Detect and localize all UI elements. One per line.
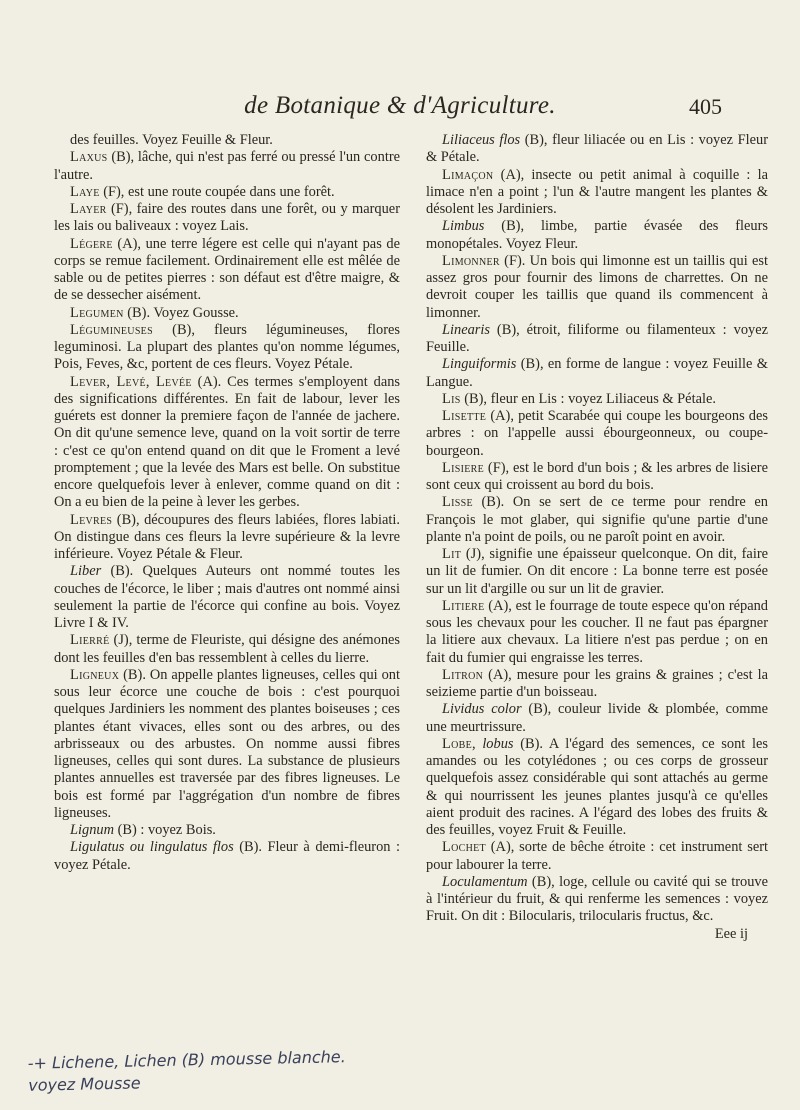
entry-text: des feuilles. Voyez Feuille & Fleur.	[70, 132, 273, 148]
entry-headword: Litiere	[442, 597, 485, 614]
entry-headword: Lisette	[442, 408, 487, 424]
entry-headword: Laxus	[70, 149, 108, 166]
entry-latin-term: Linguiformis	[442, 356, 517, 373]
dictionary-entry	[54, 322, 400, 374]
entry-latin-term: Liber	[70, 563, 102, 580]
entry-text: (A). Ces termes s'employent dans des significations différentes. En fait de labour, lever les guérets est donner la premiere façon de l'année de jachere. On dit qu'une semence leve, quand on la voit sortir de terre : c'est ce qu'on entend quand on dit que le Froment a levé promptement ; que la levée des Mars est belle. On substitue encore quelquefois lever à enlever, comme quand on dit : On a eu bien de la peine à lever les gerbes.	[54, 373, 400, 511]
entry-headword: Laye	[70, 183, 100, 200]
running-title: de Botanique & d'Agriculture.	[244, 92, 556, 119]
entry-headword: Layer	[70, 201, 107, 217]
entry-headword: Levres	[70, 511, 113, 528]
entry-text: (B). On se sert de ce terme pour rendre en François le mot glaber, qui signifie qu'une partie d'une plante n'a point de poils, ou ne paroît point en avoir.	[426, 494, 768, 545]
dictionary-entry	[426, 460, 768, 495]
dictionary-entry	[426, 874, 768, 926]
handwritten-line-2: voyez Mousse	[28, 1073, 141, 1095]
entry-latin-term: lobus	[482, 735, 514, 752]
dictionary-entry	[54, 374, 400, 512]
entry-text: (F), est une route coupée dans une forêt.	[99, 183, 335, 200]
entry-latin-term: Liliaceus flos	[442, 132, 521, 148]
entry-headword: Litron	[442, 666, 484, 683]
entry-headword: Lierré	[70, 632, 110, 649]
entry-latin-term: Lividus color	[442, 701, 522, 718]
dictionary-entry	[54, 667, 400, 822]
entry-latin-term: Ligulatus ou lingulatus flos	[70, 839, 234, 856]
dictionary-entry: Lobe, lobus (B). A l'égard des semences, ce sont les amandes ou les cotylédones ; ou ces corps de grosseur quelquefois assez considérable qui sont attachés au germe & qui nourrissent les jeunes plantes jusqu'à ce qu'elles aient produit des racines. A l'égard des lobes des fruits & des feuilles, voyez Fruit & Feuille.	[426, 735, 768, 838]
dictionary-entry	[54, 305, 400, 322]
entry-headword: Lisse	[442, 494, 473, 511]
dictionary-entry	[426, 701, 768, 736]
left-column	[54, 132, 400, 874]
dictionary-entry	[426, 494, 768, 546]
dictionary-entry	[426, 408, 768, 460]
entry-text: (A), mesure pour les grains & graines ; c'est la seizieme partie d'un boisseau.	[426, 666, 768, 700]
entry-text: (B). A l'égard des semences, ce sont les amandes ou les cotylédones ; ou ces corps de grosseur quelquefois assez considérable qui sont attachés au germe & qui nourrissent les jeunes plantes jusqu'à ce qu'elles aient produit des racines. A l'égard des lobes des fruits & des feuilles, voyez Fruit & Feuille.	[426, 735, 768, 838]
entry-text: (B), fleur liliacée ou en Lis : voyez Fleur & Pétale.	[426, 132, 768, 166]
dictionary-entry	[426, 839, 768, 874]
entry-text: (A), petit Scarabée qui coupe les bourgeons des arbres : on l'appelle aussi ébourgeonneux, ou coupe-bourgeon.	[426, 408, 768, 459]
dictionary-entry	[54, 822, 400, 839]
entry-text: (J), signifie une épaisseur quelconque. On dit, faire un lit de fumier. On dit encore : La bonne terre est posée sur un lit d'argille ou sur un lit de gravier.	[426, 546, 768, 597]
entry-latin-term: Linearis	[442, 321, 490, 338]
dictionary-entry	[54, 632, 400, 667]
dictionary-entry	[426, 356, 768, 391]
dictionary-entry	[426, 167, 768, 219]
entry-text: (B). Fleur à demi-fleuron : voyez Pétale.	[54, 839, 400, 873]
entry-text: (B), limbe, partie évasée des fleurs monopétales. Voyez Fleur.	[426, 218, 768, 252]
entry-text: (B), découpures des fleurs labiées, flores labiati. On distingue dans ces fleurs la levre supérieure & la levre inférieure. Voyez Pétale & Fleur.	[54, 511, 400, 562]
dictionary-entry	[426, 391, 768, 408]
entry-text: (F), est le bord d'un bois ; & les arbres de lisiere sont ceux qui croissent au bord du bois.	[426, 459, 768, 493]
dictionary-entry	[54, 563, 400, 632]
dictionary-entry	[54, 132, 400, 149]
handwritten-annotation	[28, 1045, 389, 1097]
right-column	[426, 132, 768, 943]
entry-text: (A), est le fourrage de toute espece qu'on répand sous les chevaux pour les coucher. Il ne faut pas épargner la litiere aux chevaux. La litiere n'est pas perdue ; on en fait du fumier qui engraisse les terres.	[426, 597, 768, 666]
dictionary-entry	[426, 253, 768, 322]
page-number: 405	[689, 94, 722, 119]
dictionary-entry	[54, 149, 400, 184]
dictionary-entry	[426, 546, 768, 598]
dictionary-entry	[54, 184, 400, 201]
entry-text: (B), fleurs légumineuses, flores leguminosi. La plupart des plantes qu'on nomme légumes, Pois, Feves, &c, portent de ces fleurs. Voyez Pétale.	[54, 321, 400, 373]
entry-headword: Limaçon	[442, 166, 494, 183]
entry-headword: Légere	[70, 235, 113, 252]
dictionary-entry	[54, 236, 400, 305]
entry-text: (F). Un bois qui limonne est un taillis qui est assez gros pour fournir des limons de charrettes. On ne devroit couper les taillis que quand ils commencent à limonner.	[426, 252, 768, 321]
entry-text: (B). Quelques Auteurs ont nommé toutes les couches de l'écorce, le liber ; mais d'autres ont nommé ainsi seulement la partie de l'écorce qui confine au bois. Voyez Livre I & IV.	[54, 563, 400, 631]
entry-text: (B), en forme de langue : voyez Feuille & Langue.	[426, 356, 768, 390]
entry-latin-term: Limbus	[442, 218, 485, 235]
entry-headword: Lis	[442, 390, 461, 407]
dictionary-entry	[426, 322, 768, 357]
dictionary-entry	[54, 839, 400, 874]
dictionary-entry	[426, 598, 768, 667]
entry-text: (B), étroit, filiforme ou filamenteux : voyez Feuille.	[426, 321, 768, 355]
entry-text: (B), couleur livide & plombée, comme une meurtrissure.	[426, 701, 768, 735]
entry-latin-term: Loculamentum	[442, 873, 528, 890]
signature-mark: Eee ij	[714, 925, 748, 942]
dictionary-entry	[426, 667, 768, 702]
entry-text: (B). Voyez Gousse.	[123, 304, 239, 321]
entry-text: (B), lâche, qui n'est pas ferré ou pressé l'un contre l'autre.	[54, 149, 400, 183]
dictionary-entry	[54, 512, 400, 564]
entry-text: (F), faire des routes dans une forêt, ou y marquer les lais ou baliveaux : voyez Lais.	[54, 201, 400, 235]
entry-headword: Lobe	[442, 735, 472, 752]
entry-text: (B) : voyez Bois.	[113, 822, 216, 838]
dictionary-entry	[54, 201, 400, 236]
entry-text: (B). On appelle plantes ligneuses, celles qui ont sous leur écorce une couche de bois : c'est pourquoi quelques Jardiniers les nomment des plantes boiseuses ; ces plantes étant vivaces, elles sont ou des arbres, ou des arbrisseaux ou des arbustes. On nomme aussi fibres ligneuses, celles qui sont dures. La substance de plusieurs plantes annuelles est traversée par des fibres ligneuses. Le bois est formé par l'aggrégation d'un nombre de fibres ligneuses.	[54, 666, 400, 821]
entry-headword: Lever, Levé, Levée	[70, 373, 192, 390]
entry-latin-term: Lignum	[70, 822, 114, 838]
entry-headword: Limonner	[442, 252, 500, 269]
dictionary-entry	[426, 132, 768, 167]
entry-text: (B), loge, cellule ou cavité qui se trouve à l'intérieur du fruit, & qui renferme les semences : voyez Fruit. On dit : Bilocularis, trilocularis fructus, &c.	[426, 873, 768, 925]
handwritten-line-1: -+ Lichene, Lichen (B) mousse blanche.	[27, 1047, 346, 1073]
entry-text: (B), fleur en Lis : voyez Liliaceus & Pétale.	[460, 390, 716, 407]
entry-text: (J), terme de Fleuriste, qui désigne des anémones dont les feuilles d'en bas ressemblent à celles du lierre.	[54, 632, 400, 666]
entry-text: (A), insecte ou petit animal à coquille : la limace n'en a point ; l'un & l'autre mangent les plantes & désolent les Jardiniers.	[426, 166, 768, 217]
entry-text: (A), sorte de bêche étroite : cet instrument sert pour labourer la terre.	[426, 839, 768, 873]
entry-headword: Ligneux	[70, 666, 120, 683]
entry-headword: Lit	[442, 546, 462, 562]
entry-headword: Lochet	[442, 839, 486, 856]
dictionary-entry	[426, 218, 768, 253]
entry-headword: Légumineuses	[70, 321, 153, 338]
entry-headword: Legumen	[70, 304, 124, 321]
entry-text: (A), une terre légere est celle qui n'ayant pas de corps se remue facilement. Ordinairement elle est mêlée de sable ou de petites pierres : son défaut est d'être maigre, & de se dessecher aisément.	[54, 235, 400, 304]
entry-headword: Lisiere	[442, 459, 484, 476]
